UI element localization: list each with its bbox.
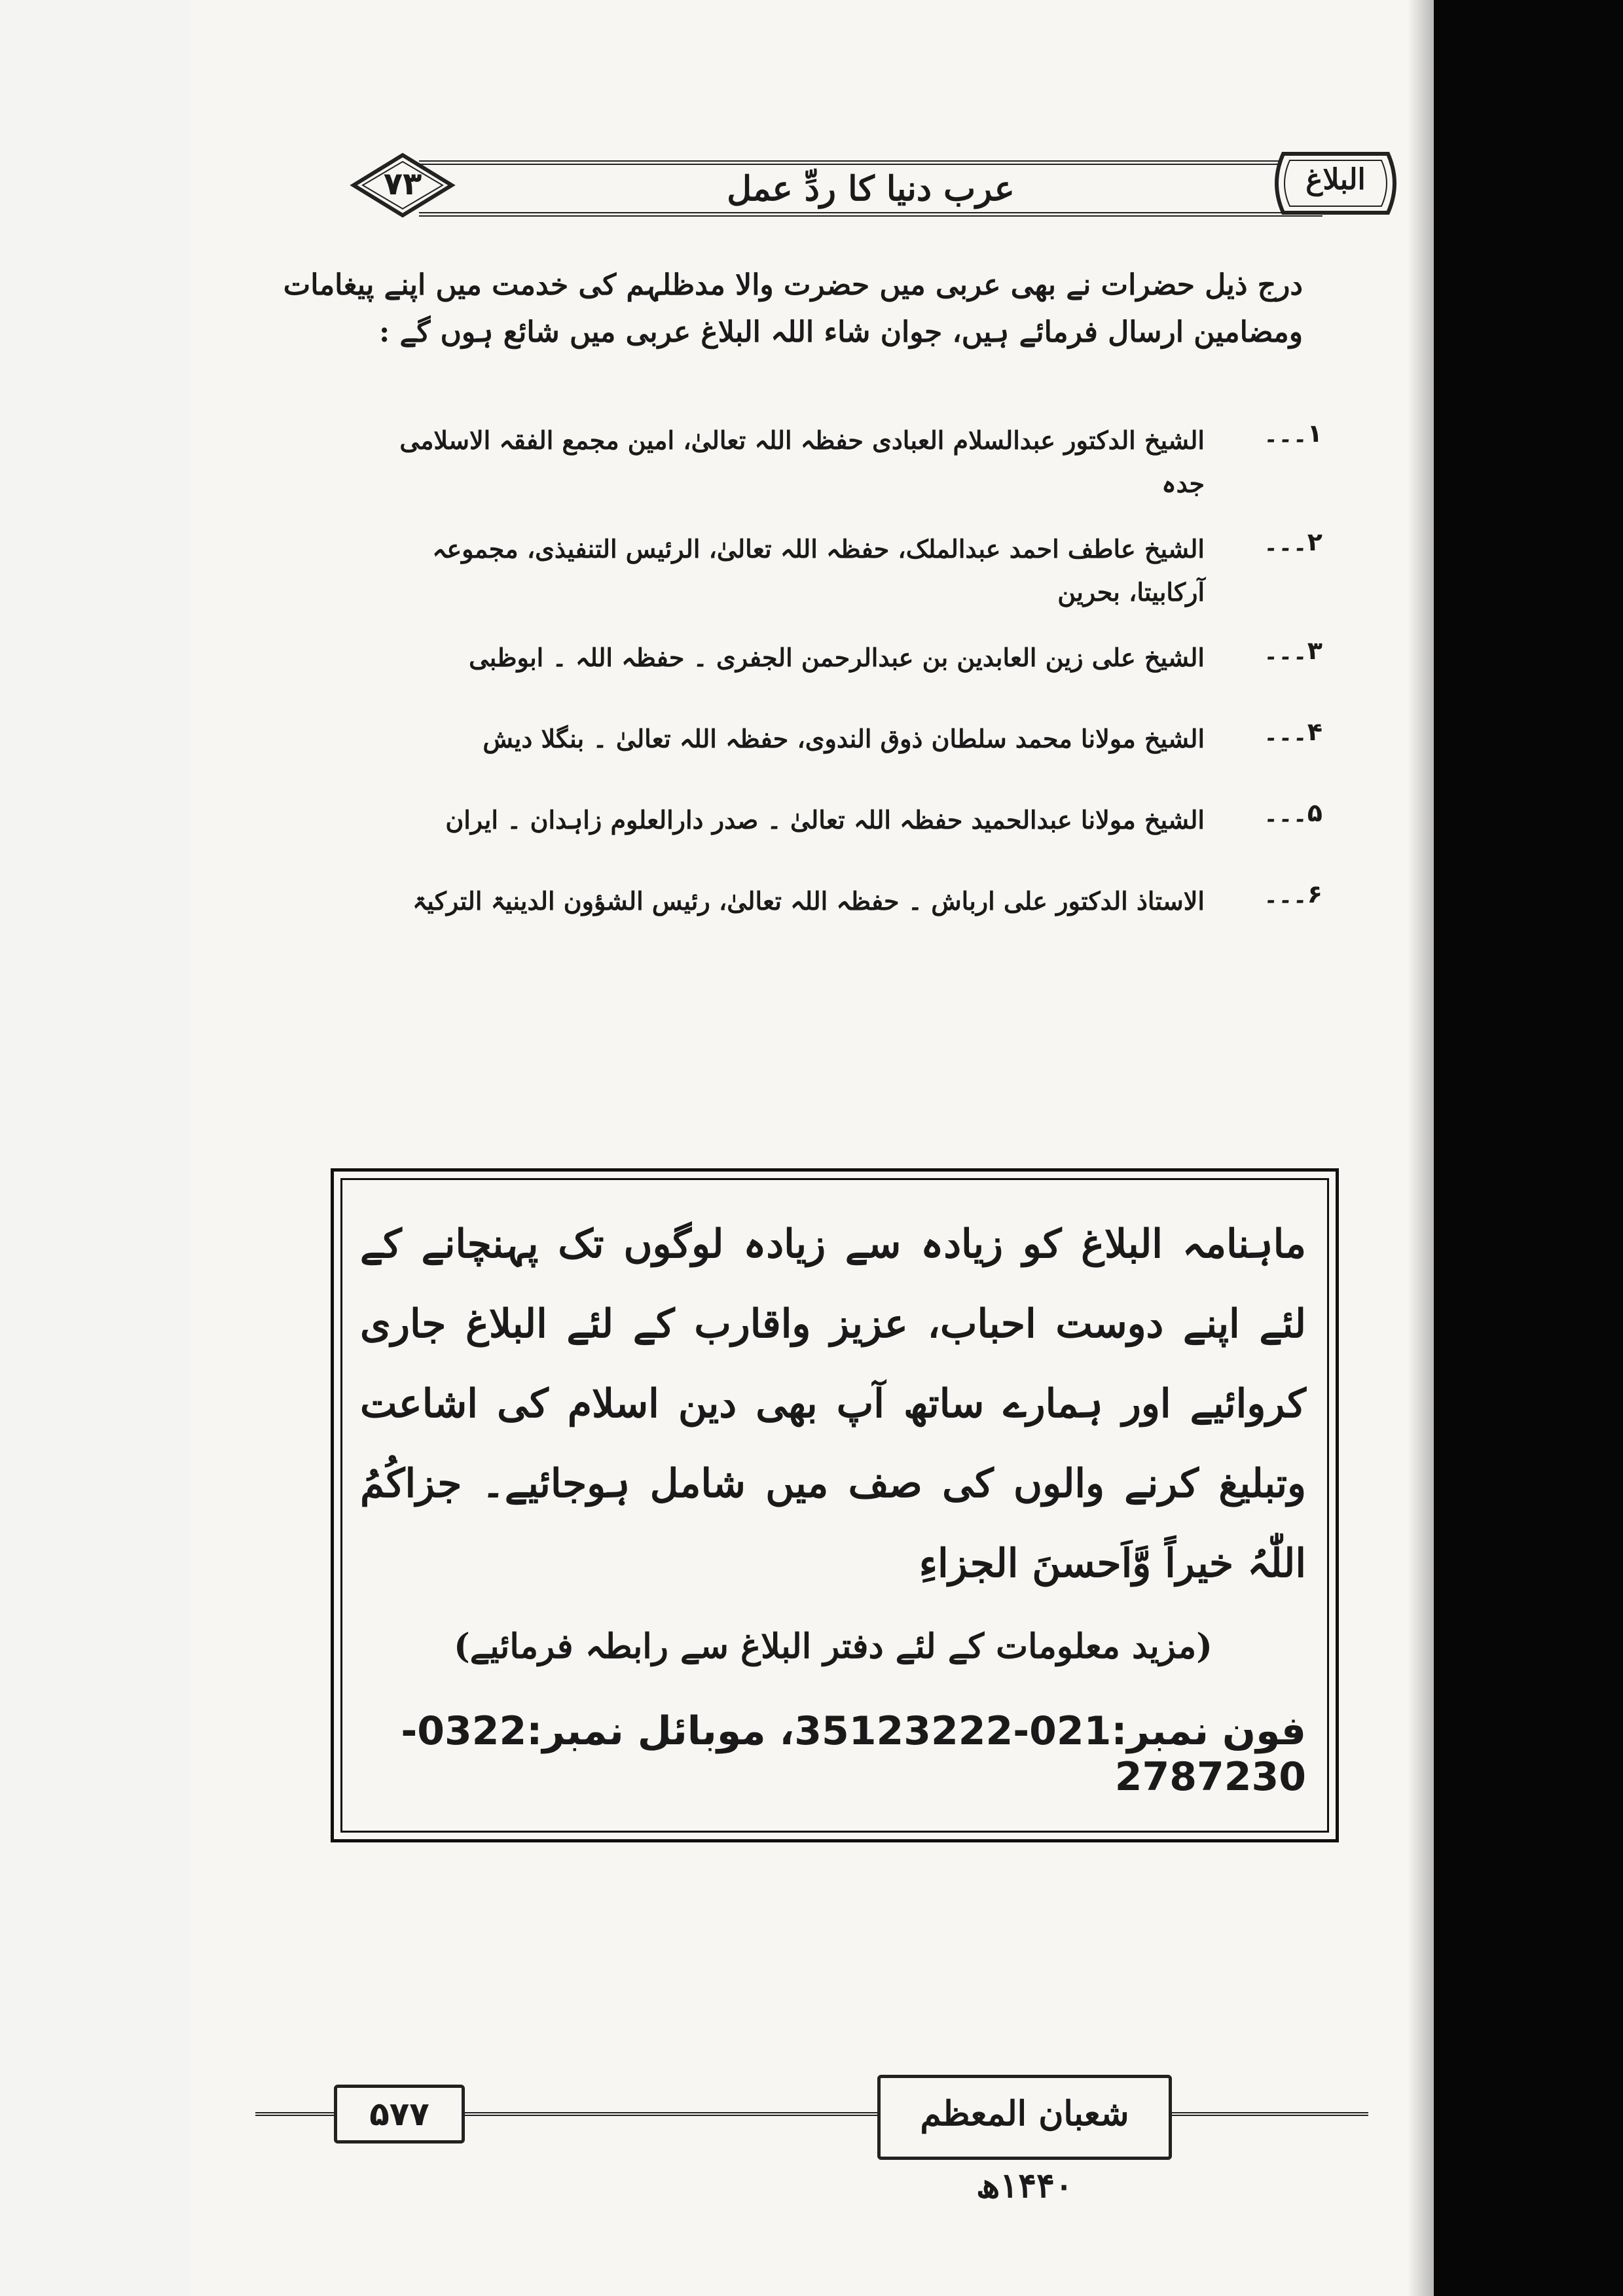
list-item-text: الشیخ مولانا عبدالحمید حفظہ اللہ تعالیٰ ۔ صدر دارالعلوم زاہدان ۔ ایران bbox=[445, 805, 1205, 834]
list-item bbox=[373, 419, 1322, 505]
section-number-badge bbox=[347, 152, 458, 218]
notice-phone-numbers: فون نمبر:021-35123222، موبائل نمبر:0322-2787230 bbox=[401, 1708, 1306, 1800]
list-item-text: الشیخ الدکتور عبدالسلام العبادی حفظہ اللہ تعالیٰ، امین مجمع الفقہ الاسلامی جدہ bbox=[399, 425, 1205, 498]
list-item-text: الشیخ علی زین العابدین بن عبدالرحمن الجفری ۔ حفظہ اللہ ۔ ابوظبی bbox=[469, 643, 1205, 672]
magazine-page bbox=[190, 0, 1434, 2296]
list-item-text: الاستاذ الدکتور علی ارباش ۔ حفظہ اللہ تعالیٰ، رئیس الشؤون الدینیۃ الترکیۃ bbox=[412, 886, 1205, 916]
list-item-number: ۵۔۔۔ bbox=[1264, 798, 1322, 827]
scan-left-margin bbox=[0, 0, 190, 2296]
page-number: ۵۷۷ bbox=[334, 2085, 465, 2144]
list-item bbox=[373, 798, 1322, 857]
issue-month: شعبان المعظم ۱۴۴۰ھ bbox=[877, 2075, 1172, 2160]
list-item-number: ۳۔۔۔ bbox=[1264, 636, 1322, 665]
magazine-logo bbox=[1264, 147, 1408, 219]
intro-paragraph: درج ذیل حضرات نے بھی عربی میں حضرت والا مدظلہم کی خدمت میں اپنے پیغامات ومضامین ارسال فرمائے ہیں، جوان شاء اللہ البلاغ عربی میں شائع ہوں گے : bbox=[283, 268, 1303, 349]
list-item bbox=[373, 636, 1322, 695]
list-item-text: الشیخ عاطف احمد عبدالملک، حفظہ اللہ تعالیٰ، الرئیس التنفیذی، مجموعہ آرکابیتا، بحرین bbox=[432, 534, 1205, 607]
list-item-number: ۴۔۔۔ bbox=[1264, 717, 1322, 746]
list-item bbox=[373, 717, 1322, 776]
section-title: عرب دنیا کا ردِّ عمل bbox=[727, 169, 1015, 209]
list-item-number: ۱۔۔۔ bbox=[1264, 419, 1322, 448]
scan-right-edge bbox=[1434, 0, 1623, 2296]
section-number: ۷۳ bbox=[383, 166, 422, 202]
list-item-text: الشیخ مولانا محمد سلطان ذوق الندوی، حفظہ اللہ تعالیٰ ۔ بنگلا دیش bbox=[483, 724, 1205, 753]
list-item bbox=[373, 880, 1322, 939]
notice-text: ماہنامہ البلاغ کو زیادہ سے زیادہ لوگوں تک پہنچانے کے لئے اپنے دوست احباب، عزیز واقارب کے لئے البلاغ جاری کروائیے اور ہمارے ساتھ آپ بھی دین اسلام کی اشاعت وتبلیغ کرنے والوں کی صف میں شامل ہوجائیے۔ جزاکُمُ اللّٰہُ خیراً وَّاَحسنَ الجزاءِ bbox=[360, 1221, 1306, 1587]
list-item-number: ۶۔۔۔ bbox=[1264, 880, 1322, 908]
subscription-notice-box bbox=[331, 1168, 1339, 1842]
list-item-number: ۲۔۔۔ bbox=[1264, 528, 1322, 556]
logo-text: البلاغ bbox=[1305, 163, 1366, 196]
page-header bbox=[340, 141, 1414, 232]
contributors-list bbox=[373, 419, 1322, 961]
page-footer bbox=[255, 2072, 1368, 2206]
notice-contact-line: (مزید معلومات کے لئے دفتر البلاغ سے رابطہ فرمائیے) bbox=[454, 1626, 1213, 1666]
page-gutter-shadow bbox=[1408, 0, 1434, 2296]
header-band bbox=[419, 160, 1322, 217]
list-item bbox=[373, 528, 1322, 614]
